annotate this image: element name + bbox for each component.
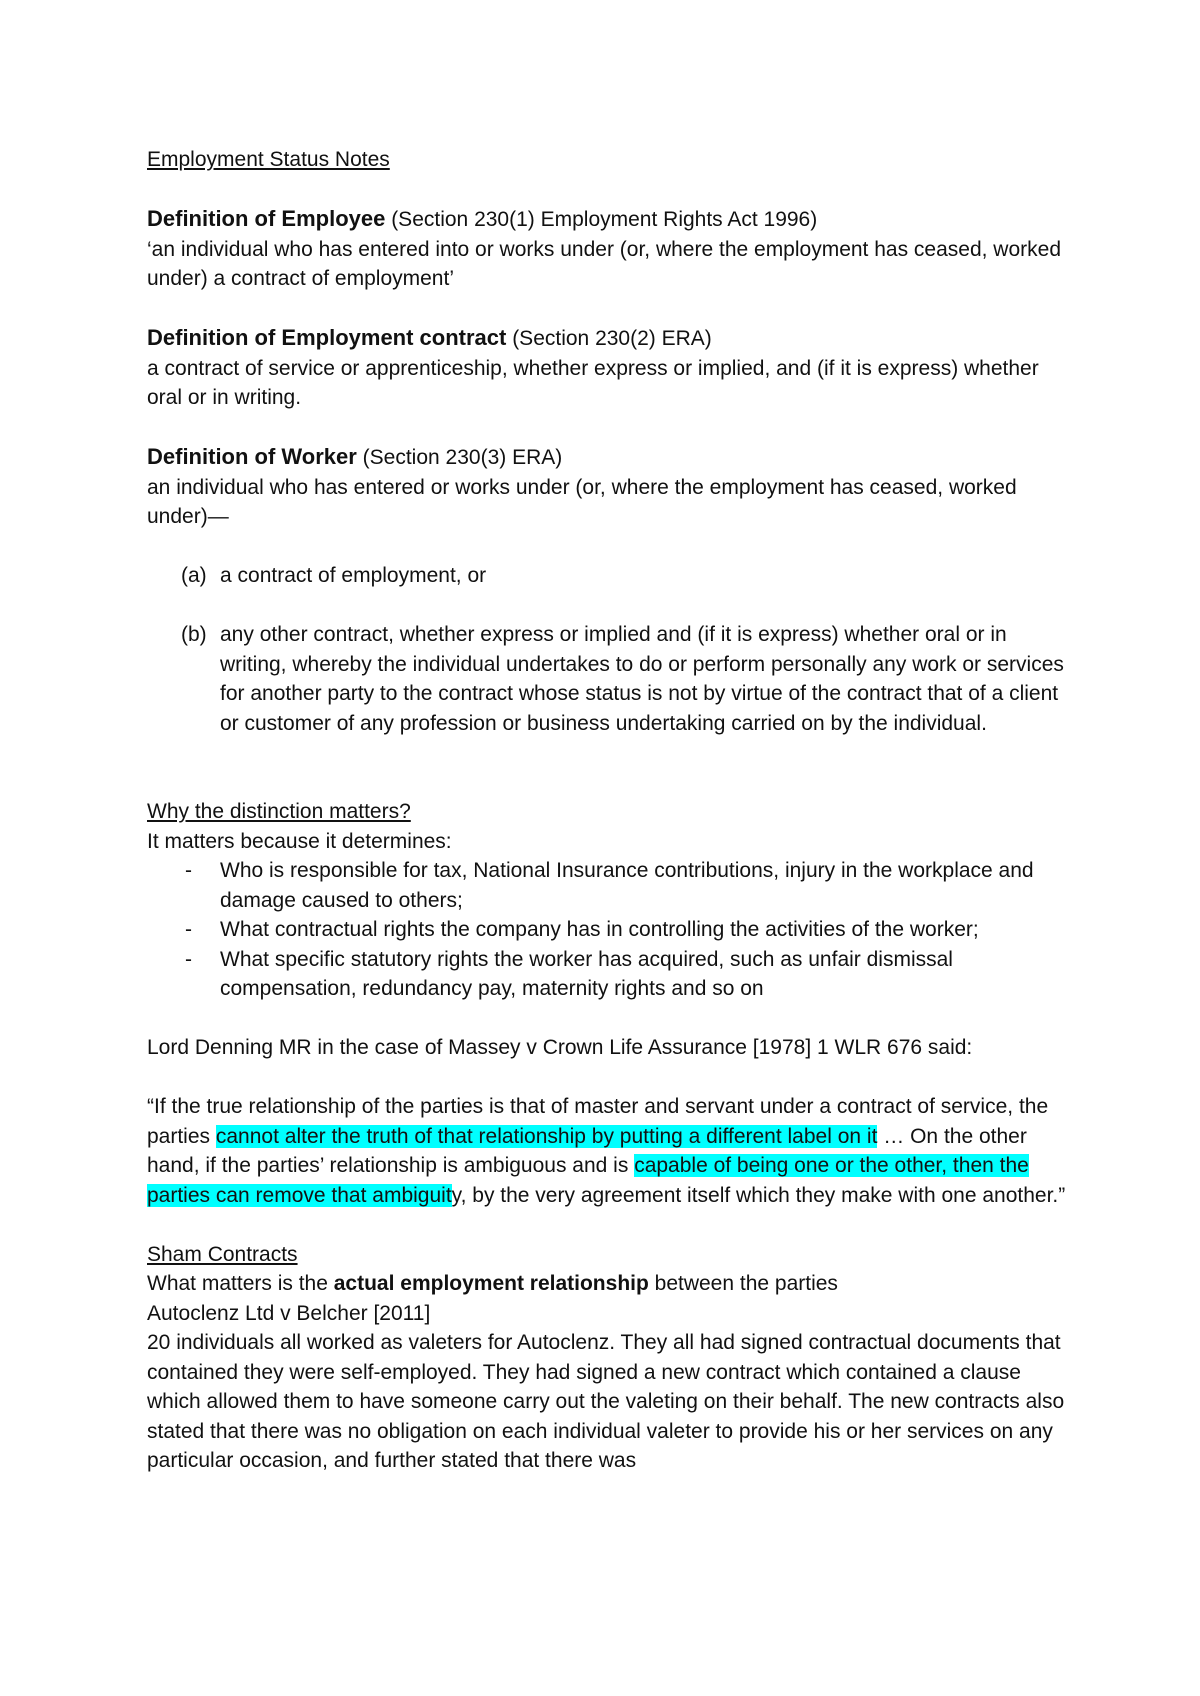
distinction-heading-text: Why the distinction matters? <box>147 800 411 823</box>
spacer <box>147 1063 1077 1093</box>
distinction-intro: It matters because it determines: <box>147 829 452 853</box>
quote-highlight: cannot alter the truth of that relationship by putting a different label on it <box>215 1124 878 1148</box>
sham-heading <box>147 1240 1077 1270</box>
document-title-text: Employment Status Notes <box>147 148 390 171</box>
sham-text: 20 individuals all worked as valeters for Autoclenz. They all had signed contractual documents that contained they were self-employed. They had signed a new contract which contained a clause which allowed them to have someone carry out the valeting on their behalf. The new contracts also stated that there was no obligation on each individual valeter to provide his or her services on any particular occasion, and further stated that there was <box>147 1331 1065 1472</box>
sham-line-post: between the parties <box>648 1272 838 1295</box>
spacer <box>147 175 1077 205</box>
list-item-text: What contractual rights the company has in controlling the activities of the worker; <box>220 918 979 941</box>
document-page <box>147 145 1077 1476</box>
worker-heading-line <box>147 442 1077 473</box>
contract-definition: a contract of service or apprenticeship, whether express or implied, and (if it is express) whether oral or in writing. <box>147 356 1039 409</box>
worker-heading: Definition of Worker <box>147 444 357 469</box>
list-item-label: (b) <box>181 623 207 646</box>
sham-line-pre: What matters is the <box>147 1272 334 1295</box>
worker-definition: an individual who has entered or works under (or, where the employment has ceased, worked under)— <box>147 475 1017 528</box>
list-item-label: - <box>185 918 192 941</box>
employee-definition: ‘an individual who has entered into or works under (or, where the employment has ceased, worked under) a contract of employment’ <box>147 237 1062 290</box>
sham-line-bold: actual employment relationship <box>333 1272 649 1295</box>
list-item <box>147 945 1077 1004</box>
employee-heading: Definition of Employee <box>147 206 386 231</box>
list-item-label: - <box>185 859 192 882</box>
worker-list <box>147 561 1077 738</box>
contract-source: (Section 230(2) ERA) <box>506 327 712 350</box>
spacer <box>147 532 1077 562</box>
spacer <box>147 591 1077 621</box>
list-item-label: (a) <box>181 564 207 587</box>
list-item <box>147 620 1077 738</box>
employee-heading-line <box>147 204 1077 235</box>
distinction-heading <box>147 797 1077 827</box>
distinction-list <box>147 856 1077 1004</box>
sham-line <box>147 1269 1077 1299</box>
quote-part: … On the other hand, if the parties’ relationship is ambiguous and is <box>147 1124 1027 1177</box>
list-item-text: Who is responsible for tax, National Insurance contributions, injury in the workplace and damage caused to others; <box>220 859 1034 912</box>
contract-heading-line <box>147 323 1077 354</box>
quote-part: y, by the very agreement itself which they make with one another.” <box>451 1183 1066 1207</box>
spacer <box>147 413 1077 443</box>
employee-source: (Section 230(1) Employment Rights Act 1996) <box>385 208 818 231</box>
list-item <box>147 856 1077 915</box>
list-item-text: What specific statutory rights the worker has acquired, such as unfair dismissal compensation, redundancy pay, maternity rights and so on <box>220 947 953 1000</box>
denning-intro: Lord Denning MR in the case of Massey v Crown Life Assurance [1978] 1 WLR 676 said: <box>147 1036 973 1059</box>
list-item <box>147 915 1077 945</box>
denning-quote <box>147 1092 1077 1210</box>
sham-heading-text: Sham Contracts <box>147 1242 298 1266</box>
list-item-text: a contract of employment, or <box>220 564 487 587</box>
list-item-text: any other contract, whether express or implied and (if it is express) whether oral or in writing, whereby the individual undertakes to do or perform personally any work or services for another party to the contract whose status is not by virtue of the contract that of a client or customer of any profession or business undertaking carried on by the individual. <box>220 623 1064 735</box>
document-title <box>147 145 1077 175</box>
spacer <box>147 294 1077 324</box>
list-item <box>147 561 1077 591</box>
quote-part: “If the true relationship of the parties is that of master and servant under a contract of service, the parties <box>147 1095 1049 1148</box>
list-item-label: - <box>185 947 192 971</box>
contract-heading: Definition of Employment contract <box>147 325 507 350</box>
spacer <box>147 738 1077 797</box>
spacer <box>147 1210 1077 1240</box>
sham-case: Autoclenz Ltd v Belcher [2011] <box>147 1301 431 1325</box>
worker-source: (Section 230(3) ERA) <box>356 446 563 469</box>
spacer <box>147 1004 1077 1034</box>
quote-highlight: capable of being one or the other, then the parties can remove that ambiguit <box>147 1154 1029 1207</box>
